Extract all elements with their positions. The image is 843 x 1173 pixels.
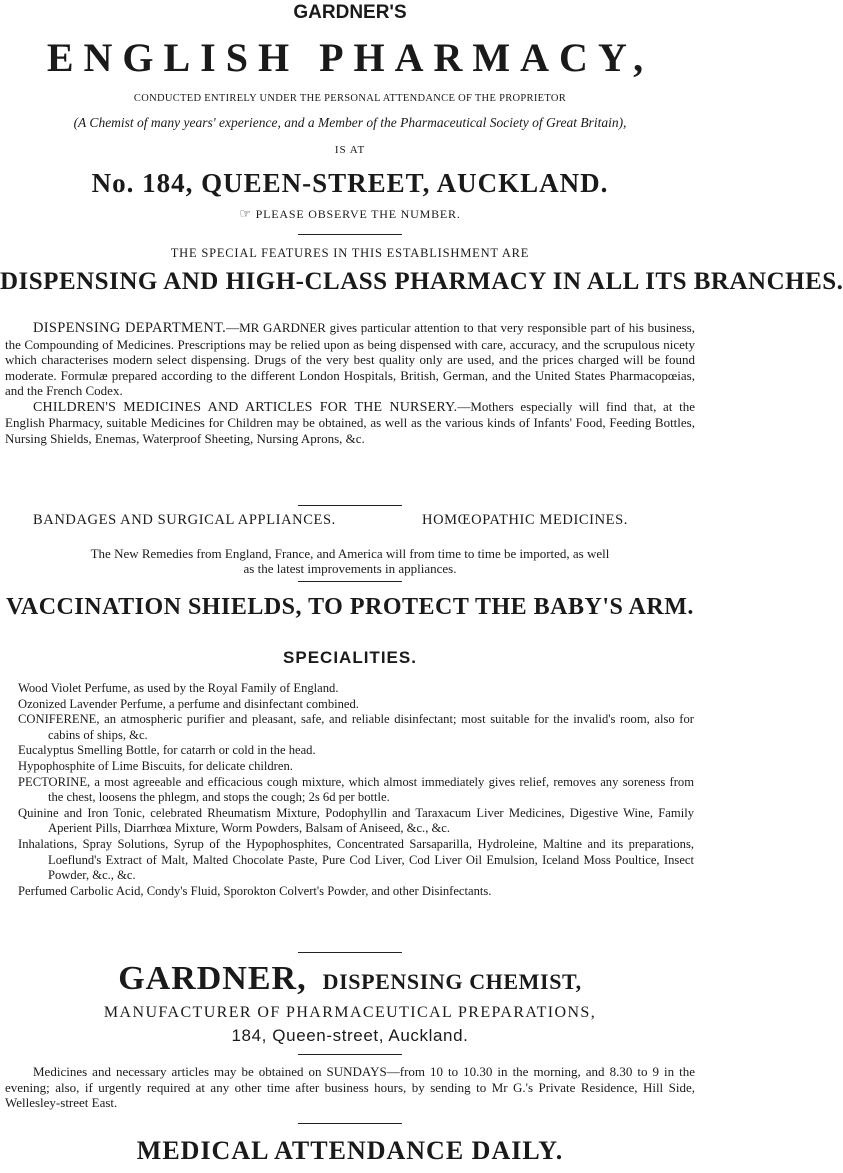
specialities-list <box>18 681 694 899</box>
new-remedies-line-2: as the latest improvements in appliances. <box>243 561 457 576</box>
divider <box>298 952 402 953</box>
observe-number <box>0 206 700 222</box>
observe-text: PLEASE OBSERVE THE NUMBER. <box>255 207 461 221</box>
footer-address: 184, Queen-street, Auckland. <box>231 1026 469 1045</box>
list-item: Perfumed Carbolic Acid, Condy's Fluid, Sporokton Colvert's Powder, and other Disinfectants. <box>18 883 492 898</box>
manufacturer-line: MANUFACTURER OF PHARMACEUTICAL PREPARATIONS, <box>103 1004 597 1021</box>
footer-name-line <box>0 960 700 998</box>
list-item: Quinine and Iron Tonic, celebrated Rheumatism Mixture, Podophyllin and Taraxacum Liver Medicines, Digestive Wine, Family Aperient Pills, Diarrhœa Mixture, Worm Powders, Balsam of Aniseed, &c., &c. <box>18 805 694 836</box>
divider <box>298 505 402 506</box>
footer-role: DISPENSING CHEMIST, <box>322 969 582 994</box>
divider <box>298 1054 402 1055</box>
list-item: PECTORINE, a most agreeable and efficacious cough mixture, which almost immediately gives relief, removes any soreness from the chest, loosens the phlegm, and stops the cough; 2s 6d per bottle. <box>18 774 694 805</box>
list-item: CONIFERENE, an atmospheric purifier and pleasant, safe, and reliable disinfectant; most suitable for the invalid's room, also for cabins of ships, &c. <box>18 712 694 742</box>
footer-name: GARDNER, <box>118 960 307 997</box>
dispensing-paragraph <box>5 320 695 399</box>
list-item: Ozonized Lavender Perfume, a perfume and disinfectant combined. <box>18 696 359 711</box>
list-item: Wood Violet Perfume, as used by the Royal Family of England. <box>18 681 339 695</box>
list-item: Eucalyptus Smelling Bottle, for catarrh or cold in the head. <box>18 743 316 758</box>
sunday-section <box>5 1064 695 1111</box>
conducted-line: CONDUCTED ENTIRELY UNDER THE PERSONAL ATTENDANCE OF THE PROPRIETOR <box>133 93 567 104</box>
dispensing-heading: DISPENSING DEPARTMENT. <box>33 320 227 336</box>
bandages-label: BANDAGES AND SURGICAL APPLIANCES. <box>33 512 336 528</box>
children-heading: CHILDREN'S MEDICINES AND ARTICLES FOR THE NURSERY. <box>33 399 458 415</box>
new-remedies-line-1: The New Remedies from England, France, and America will from time to time be imported, as well <box>90 546 610 561</box>
homoeopathic-label: HOMŒOPATHIC MEDICINES. <box>422 512 629 528</box>
gardners-label: GARDNER'S <box>293 2 407 23</box>
specialities-heading: SPECIALITIES. <box>283 648 417 667</box>
features-intro: THE SPECIAL FEATURES IN THIS ESTABLISHMENT ARE <box>170 246 530 260</box>
address-line: No. 184, QUEEN-STREET, AUCKLAND. <box>91 168 609 198</box>
children-paragraph <box>5 399 695 447</box>
vaccination-headline: VACCINATION SHIELDS, TO PROTECT THE BABY'S ARM. <box>6 594 694 620</box>
list-item: Hypophosphite of Lime Biscuits, for delicate children. <box>18 758 293 773</box>
pharmacy-title: ENGLISH PHARMACY, <box>46 35 654 80</box>
attendance-headline: MEDICAL ATTENDANCE DAILY. <box>136 1136 564 1165</box>
dispensing-text: —MR GARDNER gives particular attention to that very responsible part of his business, the Compounding of Medicines. Prescriptions may be relied upon as being dispensed with care, accuracy, and the scrupulous nicety which characterises modern select dispensing. Drugs of the very best quality only are used, and the prices charged will be found moderate. Formulæ prepared according to the different London Hospitals, British, German, and the United States Pharmacopœias, and the French Codex. <box>5 320 695 398</box>
divider <box>298 234 402 235</box>
children-text: —Mothers especially will find that, at the English Pharmacy, suitable Medicines for Children may be obtained, as well as the various kinds of Infants' Food, Feeding Bottles, Nursing Shields, Enemas, Waterproof Sheeting, Nursing Aprons, &c. <box>5 398 695 446</box>
features-headline: DISPENSING AND HIGH-CLASS PHARMACY IN ALL ITS BRANCHES. <box>0 268 843 295</box>
pointing-hand-icon: ☞ <box>239 206 252 221</box>
is-at-label: IS AT <box>334 144 366 156</box>
list-item: Inhalations, Spray Solutions, Syrup of the Hypophosphites, Concentrated Sarsaparilla, Hydroleine, Maltine and its preparations, Loeflund's Extract of Malt, Malted Chocolate Paste, Pure Cod Liver, Cod Liver Oil Emulsion, Iceland Moss Poultice, Insect Powder, &c., &c. <box>18 836 694 883</box>
dispensing-section <box>5 320 695 446</box>
chemist-note: (A Chemist of many years' experience, and a Member of the Pharmaceutical Society of Great Britain), <box>73 115 627 130</box>
sunday-note: Medicines and necessary articles may be obtained on SUNDAYS—from 10 to 10.30 in the morning, and 8.30 to 9 in the evening; also, if urgently required at any other time after business hours, by sending to Mr G.'s Private Residence, Hill Side, Wellesley-street East. <box>5 1064 695 1110</box>
divider <box>298 1123 402 1124</box>
divider <box>298 581 402 582</box>
